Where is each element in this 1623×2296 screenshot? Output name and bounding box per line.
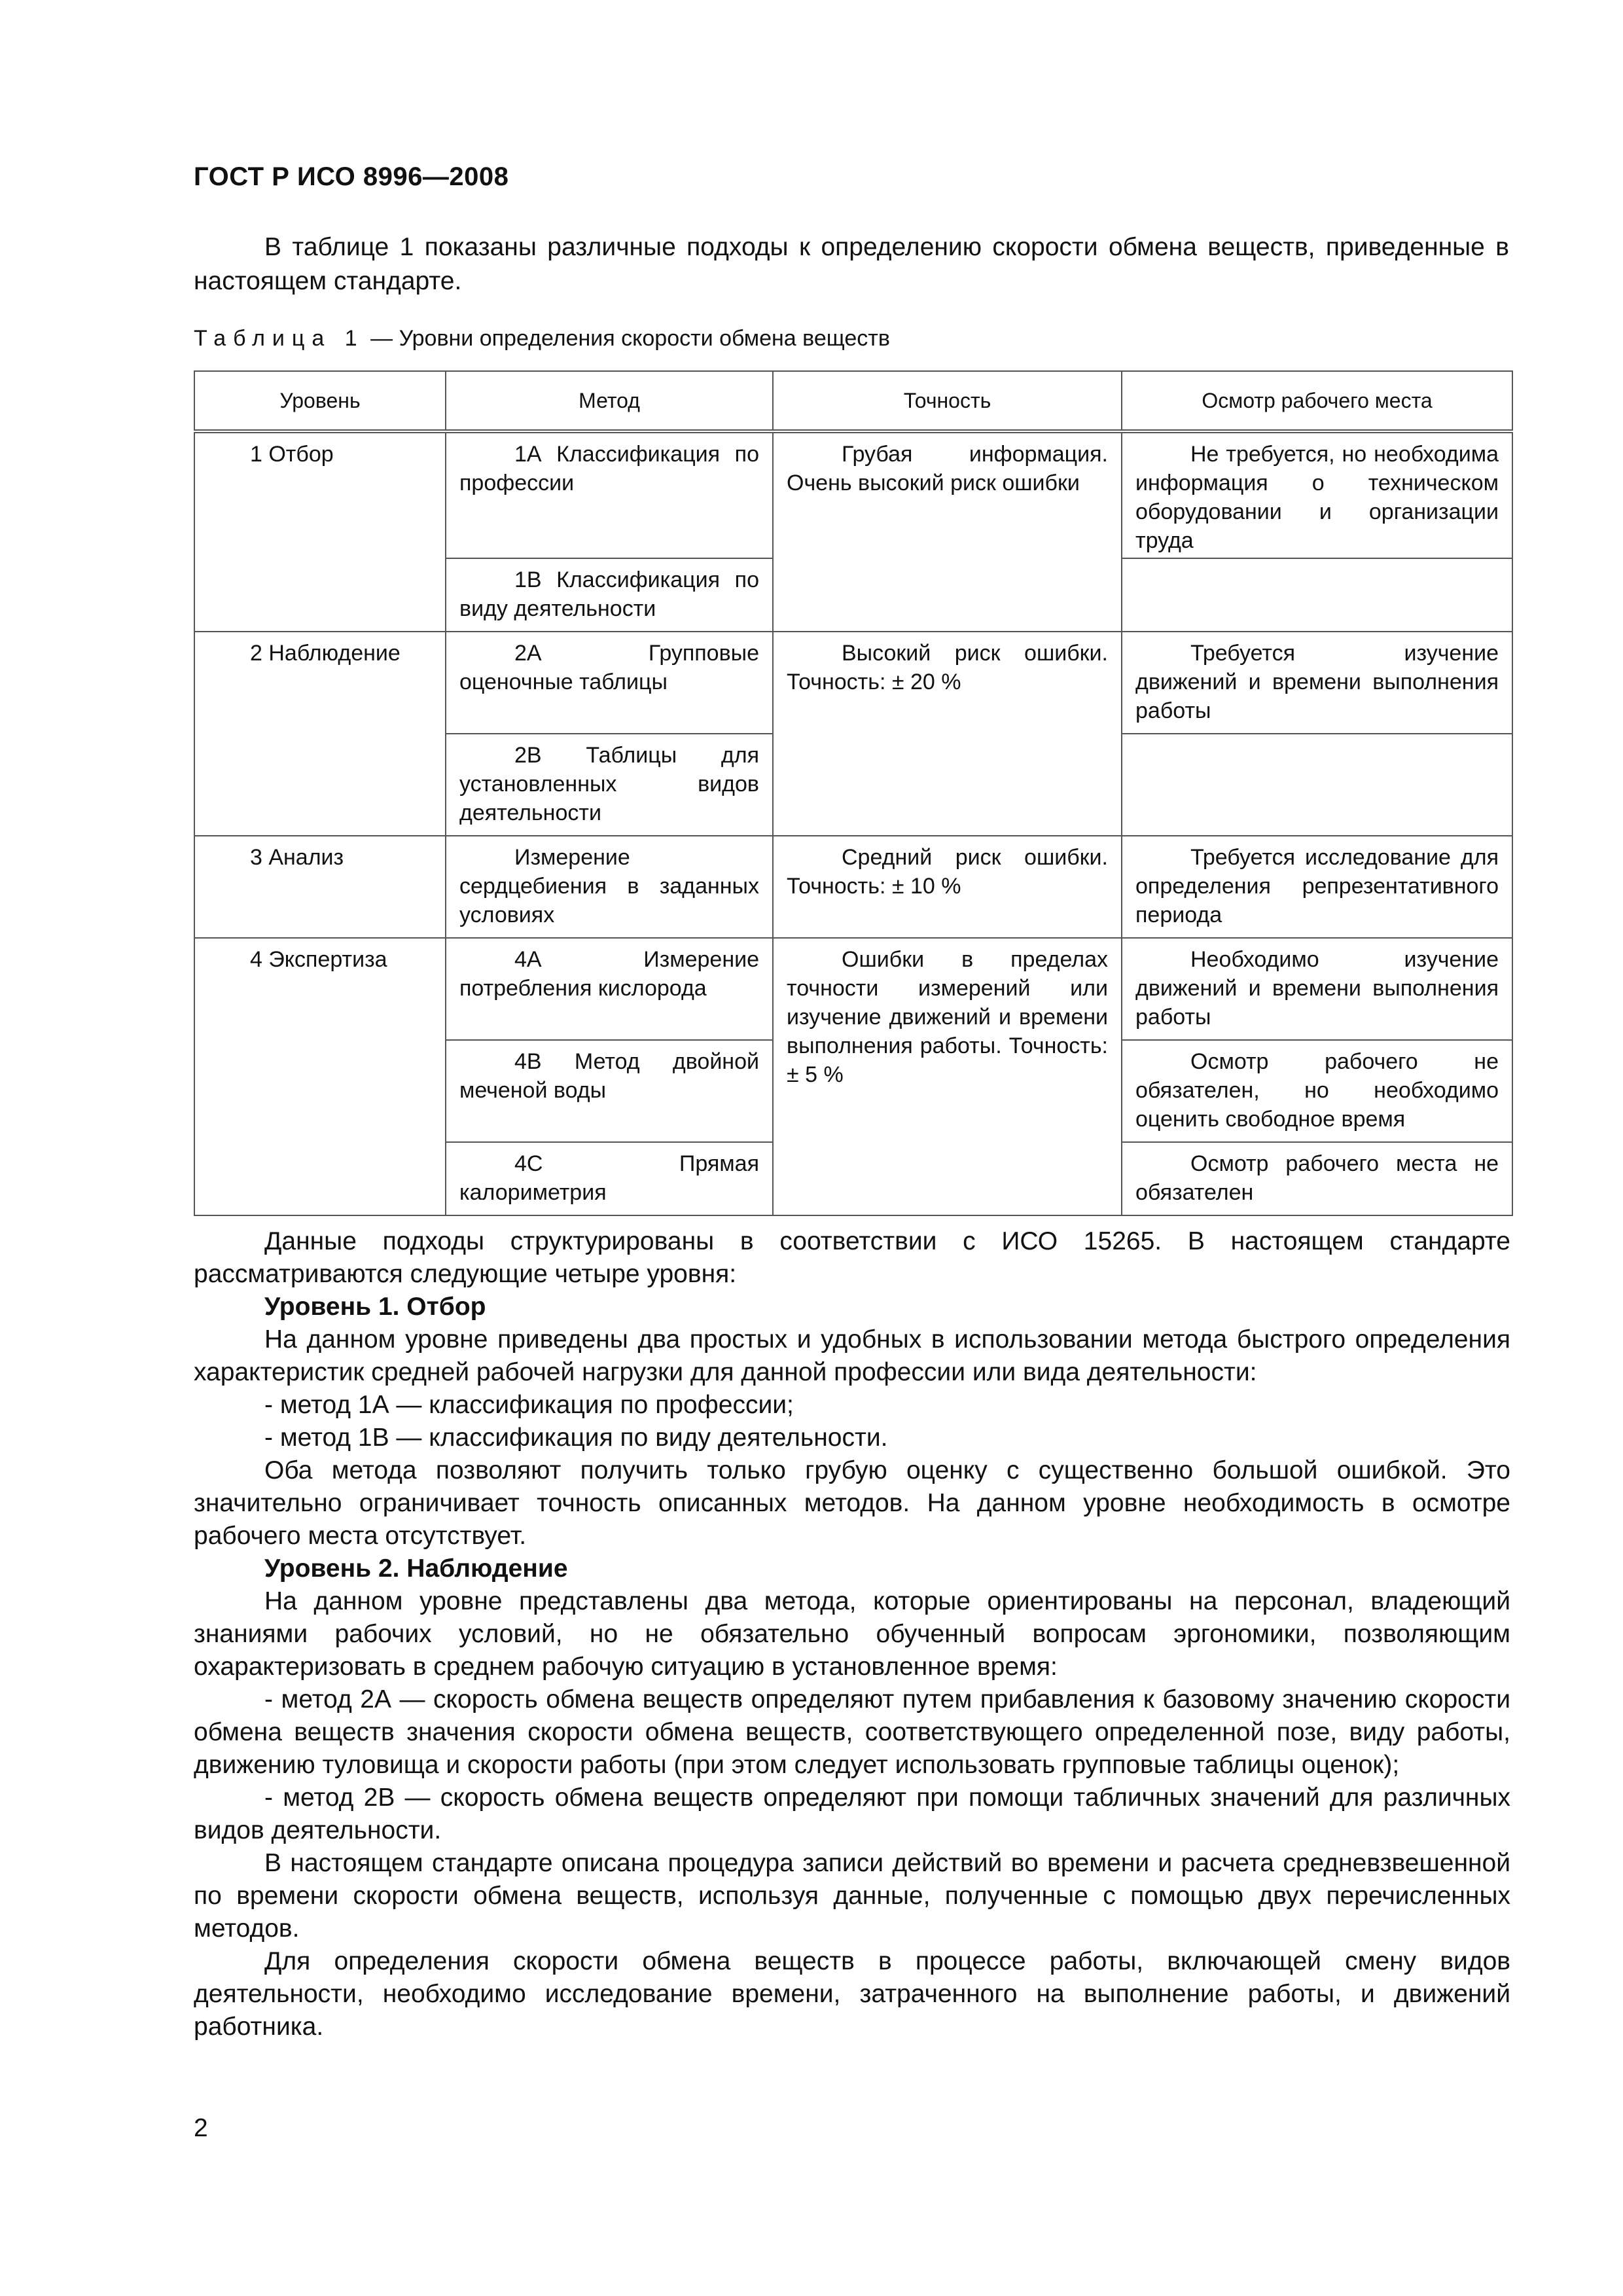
- method-cell: 1В Классификация по виду деятельности: [446, 558, 773, 632]
- table-caption-title: — Уровни определения скорости обмена веществ: [364, 326, 890, 351]
- method-cell: 2В Таблицы для установленных видов деятельности: [446, 734, 773, 836]
- paragraph: Данные подходы структурированы в соответствии с ИСО 15265. В настоящем стандарте рассматриваются следующие четыре уровня:: [194, 1227, 1510, 1288]
- workplace-cell: Не требуется, но необходима информация о техническом оборудовании и организации труда: [1122, 431, 1512, 558]
- section-heading-level-2: Уровень 2. Наблюдение: [264, 1554, 568, 1583]
- list-item: - метод 1В — классификация по виду деятельности.: [264, 1424, 888, 1452]
- paragraph: Для определения скорости обмена веществ в процессе работы, включающей смену видов деятельности, необходимо исследование времени, затраченного на выполнение работы, и движений работника.: [194, 1947, 1510, 2041]
- page-number: 2: [194, 2114, 208, 2142]
- accuracy-cell: Средний риск ошибки. Точность: ± 10 %: [773, 836, 1122, 938]
- workplace-cell-empty: [1122, 558, 1512, 632]
- table-caption-label: Таблица 1: [194, 326, 365, 351]
- paragraph: В настоящем стандарте описана процедура записи действий во времени и расчета средневзвешенной по времени скорости обмена веществ, используя данные, полученные с помощью двух перечисленных методов.: [194, 1849, 1510, 1943]
- list-item: - метод 2В — скорость обмена веществ определяют при помощи табличных значений для различных видов деятельности.: [194, 1784, 1510, 1844]
- levels-table: [194, 370, 1513, 1216]
- workplace-cell-empty: [1122, 734, 1512, 836]
- table-caption: [194, 326, 890, 351]
- table-header-row: [194, 371, 1512, 431]
- table-row: [194, 938, 1512, 1040]
- level-cell: 2 Наблюдение: [194, 632, 446, 836]
- level-cell: 1 Отбор: [194, 431, 446, 632]
- table-row: [194, 431, 1512, 558]
- document-header: ГОСТ Р ИСО 8996—2008: [194, 162, 509, 191]
- col-header-level: Уровень: [194, 371, 446, 431]
- method-cell: 4С Прямая калориметрия: [446, 1142, 773, 1215]
- intro-paragraph: В таблице 1 показаны различные подходы к определению скорости обмена веществ, приведенные в настоящем стандарте.: [194, 233, 1509, 295]
- workplace-cell: Требуется исследование для определения репрезентативного периода: [1122, 836, 1512, 938]
- method-cell: Измерение сердцебиения в заданных условиях: [446, 836, 773, 938]
- workplace-cell: Требуется изучение движений и времени выполнения работы: [1122, 632, 1512, 734]
- paragraph: На данном уровне приведены два простых и удобных в использовании метода быстрого определения характеристик средней рабочей нагрузки для данной профессии или вида деятельности:: [194, 1325, 1510, 1386]
- workplace-cell: Осмотр рабочего не обязателен, но необходимо оценить свободное время: [1122, 1040, 1512, 1142]
- method-cell: 4А Измерение потребления кислорода: [446, 938, 773, 1040]
- table-row: [194, 632, 1512, 734]
- body-text: [194, 1225, 1510, 2043]
- section-heading-level-1: Уровень 1. Отбор: [264, 1293, 486, 1321]
- table-row: [194, 836, 1512, 938]
- paragraph: Оба метода позволяют получить только грубую оценку с существенно большой ошибкой. Это значительно ограничивает точность описанных методов. На данном уровне необходимость в осмотре рабочего места отсутствует.: [194, 1456, 1510, 1550]
- accuracy-cell: Грубая информация. Очень высокий риск ошибки: [773, 431, 1122, 632]
- workplace-cell: Осмотр рабочего места не обязателен: [1122, 1142, 1512, 1215]
- accuracy-cell: Ошибки в пределах точности измерений или изучение движений и времени выполнения работы. Точность: ± 5 %: [773, 938, 1122, 1215]
- level-cell: 3 Анализ: [194, 836, 446, 938]
- level-cell: 4 Экспертиза: [194, 938, 446, 1215]
- list-item: - метод 1А — классификация по профессии;: [264, 1391, 794, 1419]
- method-cell: 1А Классификация по профессии: [446, 431, 773, 558]
- col-header-method: Метод: [446, 371, 773, 431]
- list-item: - метод 2А — скорость обмена веществ определяют путем прибавления к базовому значению скорости обмена веществ значения скорости обмена веществ, соответствующего определенной позе, виду работы, движению туловища и скорости работы (при этом следует использовать групповые таблицы оценок);: [194, 1685, 1510, 1779]
- method-cell: 4В Метод двойной меченой воды: [446, 1040, 773, 1142]
- method-cell: 2А Групповые оценочные таблицы: [446, 632, 773, 734]
- col-header-workplace: Осмотр рабочего места: [1122, 371, 1512, 431]
- col-header-accuracy: Точность: [773, 371, 1122, 431]
- paragraph: На данном уровне представлены два метода, которые ориентированы на персонал, владеющий знаниями рабочих условий, но не обязательно обученный вопросам эргономики, позволяющим охарактеризовать в среднем рабочую ситуацию в установленное время:: [194, 1587, 1510, 1681]
- accuracy-cell: Высокий риск ошибки. Точность: ± 20 %: [773, 632, 1122, 836]
- workplace-cell: Необходимо изучение движений и времени выполнения работы: [1122, 938, 1512, 1040]
